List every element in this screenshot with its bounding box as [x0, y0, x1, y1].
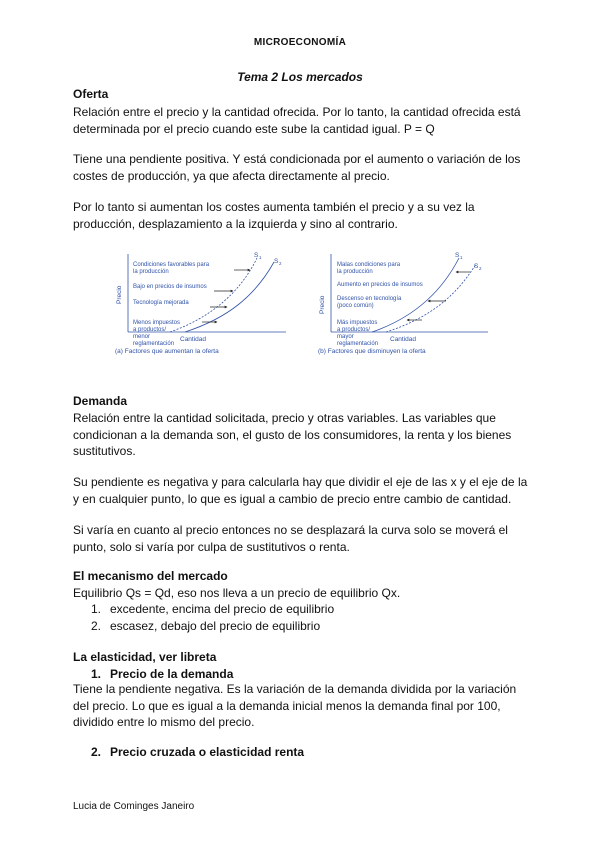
- list-text: Precio cruzada o elasticidad renta: [110, 745, 305, 759]
- oferta-heading: Oferta: [73, 87, 109, 101]
- footer-author: Lucia de Cominges Janeiro: [73, 801, 195, 812]
- right-label-7: a productos/: [337, 327, 371, 333]
- left-label-5: Menos impuestos: [133, 320, 181, 326]
- left-xlabel: Cantidad: [180, 336, 207, 343]
- right-curve-s2-sub: 2: [479, 266, 482, 271]
- left-curve-s1-sub: 1: [259, 255, 262, 260]
- left-label-3: Bajo en precios de insumos: [133, 284, 207, 290]
- right-curve-s1: [372, 258, 459, 332]
- left-curve-s2: [185, 262, 274, 332]
- left-label-4: Tecnología mejorada: [133, 300, 189, 306]
- right-label-6: Más impuestos: [337, 320, 378, 326]
- right-label-9: reglamentación: [337, 341, 379, 347]
- list-text: Precio de la demanda: [110, 667, 234, 681]
- left-caption: (a) Factores que aumentan la oferta: [115, 348, 219, 355]
- list-item: [91, 618, 320, 635]
- elasticidad-paragraph: Tiene la pendiente negativa. Es la variación de la demanda dividida por la variación del precio. Lo que es igual a la demanda inicial menos la demanda final por 100, dividido entre lo mismo del precio.: [73, 682, 517, 729]
- right-label-1: Malas condiciones para: [337, 262, 401, 268]
- left-ylabel: Precio: [116, 285, 123, 304]
- list-number: 1.: [91, 602, 102, 616]
- right-curve-s1-label: S: [455, 252, 460, 259]
- oferta-paragraph-3: Por lo tanto si aumentan los costes aumenta también el precio y a su vez la producción, desplazamiento a la izquierda y sino al contrario.: [73, 200, 475, 231]
- mecanismo-heading: El mecanismo del mercado: [73, 569, 228, 583]
- demanda-paragraph-2: Su pendiente es negativa y para calcularla hay que dividir el eje de las x y el eje de la y en cualquier punto, lo que es igual a cambio de precio entre cambio de cantidad.: [73, 475, 528, 506]
- mecanismo-intro: Equilibrio Qs = Qd, eso nos lleva a un precio de equilibrio Qx.: [73, 586, 401, 600]
- list-item: [91, 601, 334, 618]
- left-label-7: menor: [133, 334, 151, 340]
- demanda-heading: Demanda: [73, 394, 128, 408]
- right-label-8: mayor: [337, 334, 354, 340]
- right-label-3: Aumento en precios de insumos: [337, 282, 423, 288]
- left-curve-s1: [170, 258, 257, 332]
- left-curve-s2-sub: 2: [279, 261, 282, 266]
- panel-right: [318, 252, 488, 355]
- list-text: escasez, debajo del precio de equilibrio: [110, 619, 321, 633]
- oferta-paragraph-2: Tiene una pendiente positiva. Y está condicionada por el aumento o variación de los costes de producción, ya que afecta directamente al precio.: [73, 152, 521, 183]
- left-label-1: Condiciones favorables para: [133, 262, 210, 268]
- list-text: excedente, encima del precio de equilibrio: [110, 602, 335, 616]
- list-number: 1.: [91, 667, 102, 681]
- demanda-paragraph-1: Relación entre la cantidad solicitada, precio y otras variables. Las variables que condicionan a la demanda son, el gusto de los consumidores, la renta y los bienes sustitutivos.: [73, 411, 512, 458]
- left-label-6: a productos/: [133, 327, 167, 333]
- left-label-2: la producción: [133, 269, 169, 275]
- oferta-paragraph-1: Relación entre el precio y la cantidad ofrecida. Por lo tanto, la cantidad ofrecida está determinada por el precio cuando este sube la cantidad igual. P = Q: [73, 105, 521, 136]
- right-label-5: (poco común): [337, 303, 374, 309]
- elasticidad-item-2: [91, 744, 304, 761]
- left-label-8: reglamentación: [133, 341, 175, 347]
- right-xlabel: Cantidad: [390, 336, 417, 343]
- document-title: MICROECONOMÍA: [253, 37, 347, 48]
- left-curve-s1-label: S: [254, 252, 259, 259]
- right-caption: (b) Factores que disminuyen la oferta: [318, 348, 426, 355]
- right-curve-s1-sub: 1: [460, 255, 463, 260]
- right-curve-s2-label: S: [474, 263, 479, 270]
- topic-title: Tema 2 Los mercados: [237, 70, 363, 84]
- panel-left: [115, 252, 286, 355]
- list-number: 2.: [91, 619, 102, 633]
- elasticidad-heading: La elasticidad, ver libreta: [73, 650, 217, 664]
- list-number: 2.: [91, 745, 102, 759]
- right-label-2: la producción: [337, 269, 373, 275]
- left-curve-s2-label: S: [274, 258, 279, 265]
- right-label-4: Descenso en tecnología: [337, 296, 402, 302]
- supply-shift-figure: [110, 248, 490, 360]
- demanda-paragraph-3: Si varía en cuanto al precio entonces no se desplazará la curva solo se moverá el punto, solo si varía por culpa de sustitutivos o renta.: [73, 523, 508, 554]
- right-ylabel: Precio: [319, 295, 326, 314]
